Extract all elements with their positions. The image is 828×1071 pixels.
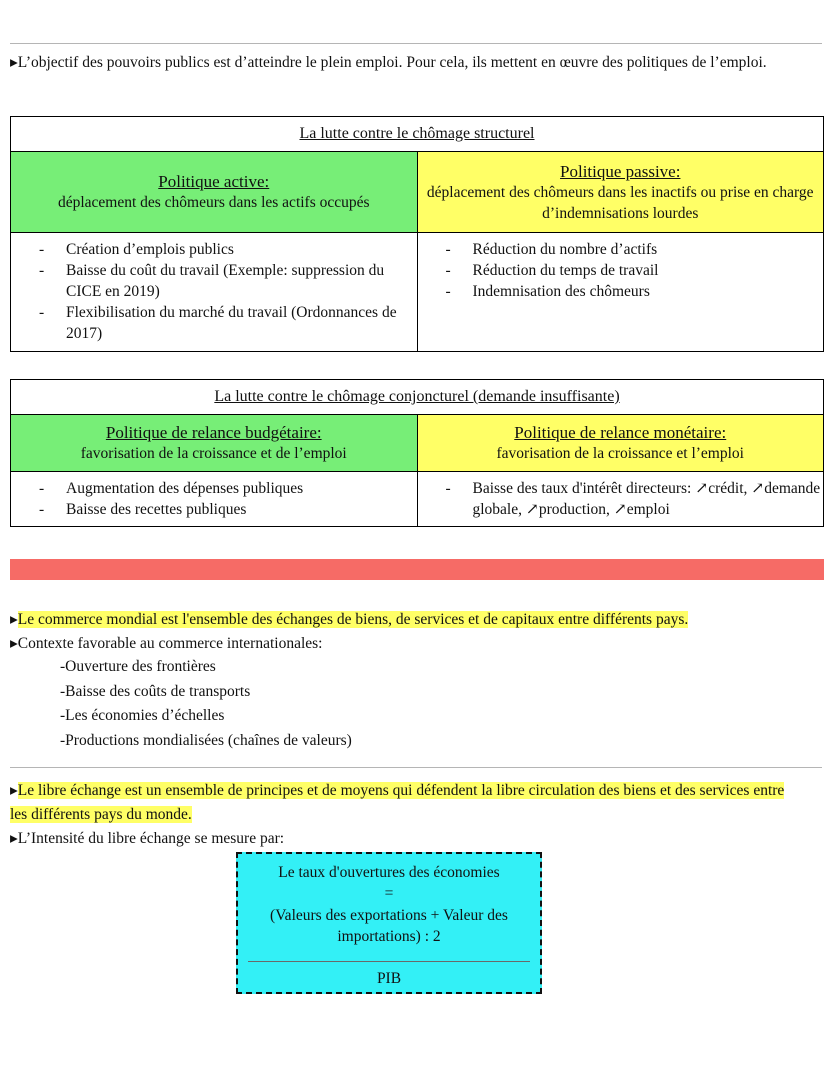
- cyclical-unemployment-table: [10, 379, 824, 527]
- passive-policy-header: [417, 152, 824, 233]
- highlighted-definition: Le commerce mondial est l'ensemble des échanges de biens, de services et de capitaux entre différents pays.: [17, 611, 689, 628]
- bullet-marker: ▸: [10, 611, 18, 628]
- table-title: La lutte contre le chômage structurel: [11, 117, 824, 152]
- formula-denominator: PIB: [376, 970, 402, 987]
- budget-policy-list-cell: [11, 472, 418, 527]
- list-item: - Création d’emplois publics: [39, 239, 417, 260]
- list-item: -Productions mondialisées (chaînes de valeurs): [60, 732, 352, 749]
- top-divider: [10, 43, 822, 44]
- table-title: La lutte contre le chômage conjoncturel (demande insuffisante): [11, 380, 824, 415]
- active-policy-subheading: déplacement des chômeurs dans les actifs occupés: [57, 194, 370, 211]
- commerce-definition: [10, 609, 814, 630]
- passive-policy-list: [418, 233, 824, 308]
- structural-unemployment-table: [10, 116, 824, 352]
- formula-title: Le taux d'ouvertures des économies: [278, 864, 500, 881]
- active-policy-list: [11, 233, 417, 350]
- active-policy-header: [11, 152, 418, 233]
- budget-policy-header: [11, 415, 418, 472]
- list-item: - Réduction du temps de travail: [446, 260, 824, 281]
- list-item: - Baisse des taux d'intérêt directeurs: ↗crédit, ↗demande globale, ↗production, ↗emploi: [446, 478, 824, 520]
- passive-policy-list-cell: [417, 233, 824, 352]
- monetary-policy-header: [417, 415, 824, 472]
- active-policy-heading: Politique active:: [158, 172, 270, 191]
- section-separator-bar: [10, 559, 824, 580]
- context-title: ▸Contexte favorable au commerce internationales:: [10, 635, 323, 652]
- highlighted-definition: Le libre échange est un ensemble de principes et de moyens qui défendent la libre circulation des biens et des services entre les différents pays du monde.: [10, 782, 785, 823]
- budget-policy-subheading: favorisation de la croissance et de l’emploi: [80, 445, 347, 462]
- intro-paragraph: ▸L’objectif des pouvoirs publics est d’atteindre le plein emploi. Pour cela, ils mettent en œuvre des politiques de l’emploi.: [10, 54, 767, 71]
- active-policy-list-cell: [11, 233, 418, 352]
- list-item: - Augmentation des dépenses publiques: [39, 478, 417, 499]
- list-item: - Baisse du coût du travail (Exemple: suppression du CICE en 2019): [39, 260, 417, 302]
- passive-policy-heading: Politique passive:: [560, 161, 681, 181]
- bullet-marker: ▸: [10, 782, 18, 799]
- list-item: - Baisse des recettes publiques: [39, 499, 417, 520]
- monetary-policy-subheading: favorisation de la croissance et l’emploi: [496, 445, 744, 462]
- openness-formula-box: [236, 852, 542, 994]
- libre-echange-definition: [10, 779, 798, 827]
- monetary-policy-heading: Politique de relance monétaire:: [514, 423, 727, 442]
- measure-intro: ▸L’Intensité du libre échange se mesure par:: [10, 830, 285, 847]
- list-item: -Les économies d’échelles: [60, 707, 225, 724]
- list-item: - Réduction du nombre d’actifs: [446, 239, 824, 260]
- monetary-policy-list-cell: [417, 472, 824, 527]
- budget-policy-list: [11, 472, 417, 526]
- list-item: -Baisse des coûts de transports: [60, 683, 251, 700]
- section-divider: [10, 767, 822, 768]
- budget-policy-heading: Politique de relance budgétaire:: [105, 423, 322, 442]
- list-item: -Ouverture des frontières: [60, 658, 216, 675]
- list-item: - Flexibilisation du marché du travail (Ordonnances de 2017): [39, 302, 417, 344]
- fraction-bar: [248, 961, 530, 962]
- list-item: - Indemnisation des chômeurs: [446, 281, 824, 302]
- monetary-policy-list: [418, 472, 824, 526]
- formula-equals: =: [384, 885, 394, 902]
- passive-policy-subheading: déplacement des chômeurs dans les inactifs ou prise en charge d’indemnisations lourdes: [426, 183, 814, 222]
- formula-numerator: (Valeurs des exportations + Valeur des importations) : 2: [270, 907, 508, 945]
